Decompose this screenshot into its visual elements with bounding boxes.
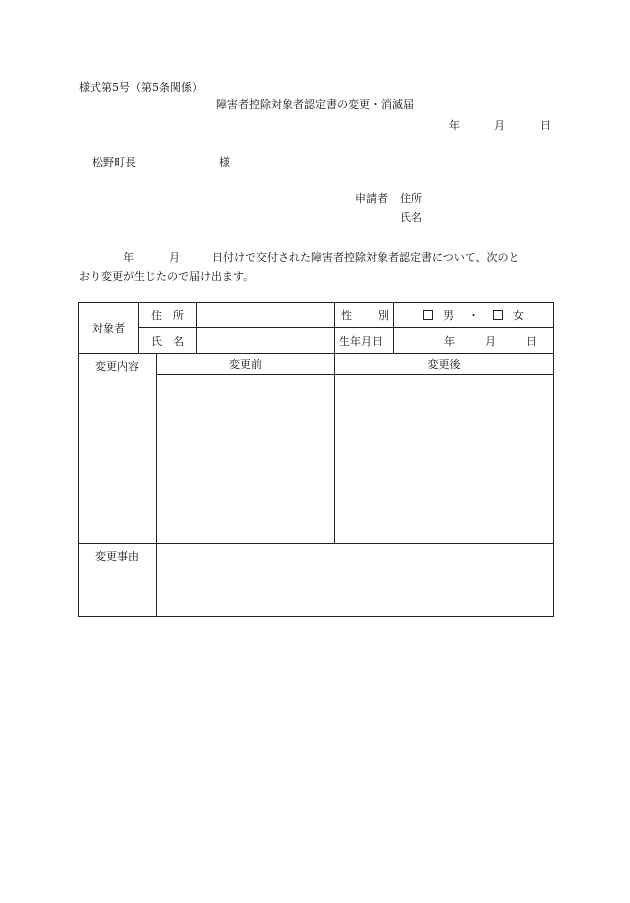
after-label: 変更後: [427, 358, 461, 371]
male-checkbox[interactable]: [423, 310, 433, 320]
body-month-label: 月: [169, 251, 180, 264]
reason-field[interactable]: [157, 544, 554, 617]
before-field[interactable]: [157, 375, 335, 544]
applicant-label: 申請者: [355, 192, 388, 205]
dob-month-label: 月: [485, 334, 496, 348]
date-day-label: 日: [540, 119, 551, 132]
addressee-suffix: 様: [219, 156, 230, 169]
subject-name-label-1: 氏: [151, 334, 162, 348]
date-month-label: 月: [494, 119, 505, 132]
subject-address-label-1: 住: [151, 309, 162, 322]
applicant-name-label: 氏名: [400, 211, 422, 224]
after-label-cell: [335, 354, 554, 375]
after-field[interactable]: [335, 375, 554, 544]
before-label: 変更前: [229, 358, 262, 371]
reason-label: 変更事由: [95, 550, 139, 563]
before-label-cell: [157, 354, 335, 375]
body-year-label: 年: [123, 251, 134, 264]
gender-male-label: 男: [443, 309, 454, 322]
dob-year-label: 年: [444, 334, 455, 348]
subject-address-field[interactable]: [197, 303, 335, 328]
change-content-label-cell: [79, 354, 157, 544]
subject-label: 対象者: [92, 322, 125, 335]
form-title: 障害者控除対象者認定書の変更・消滅届: [216, 98, 414, 111]
subject-name-label-cell: [139, 328, 197, 354]
body-text-2: おり変更が生じたので届け出ます。: [79, 270, 255, 283]
date-year-label: 年: [449, 119, 460, 132]
addressee-name: 松野町長: [92, 156, 136, 169]
dob-day-label: 日: [526, 334, 537, 348]
form-table: [78, 302, 554, 617]
form-number: 様式第5号（第5条関係）: [79, 81, 203, 94]
female-checkbox[interactable]: [493, 310, 503, 320]
subject-name-field[interactable]: [197, 328, 335, 354]
dob-label-cell: [335, 328, 394, 354]
gender-separator: ・: [468, 309, 479, 322]
dob-field[interactable]: [394, 328, 554, 354]
subject-address-label-2: 所: [173, 309, 184, 322]
subject-label-cell: [79, 303, 139, 354]
gender-field: [394, 303, 554, 328]
dob-label: 生年月日: [339, 334, 383, 348]
change-content-label: 変更内容: [95, 360, 139, 373]
gender-label-1: 性: [341, 309, 352, 322]
applicant-address-label: 住所: [400, 192, 422, 205]
subject-address-label-cell: [139, 303, 197, 328]
gender-label-2: 別: [378, 309, 389, 322]
reason-label-cell: [79, 544, 157, 617]
gender-female-label: 女: [513, 309, 524, 322]
body-paragraph: [79, 248, 554, 286]
gender-label-cell: [335, 303, 394, 328]
body-text-1: 日付けで交付された障害者控除対象者認定書について、次のと: [212, 251, 520, 264]
subject-name-label-2: 名: [173, 334, 184, 348]
